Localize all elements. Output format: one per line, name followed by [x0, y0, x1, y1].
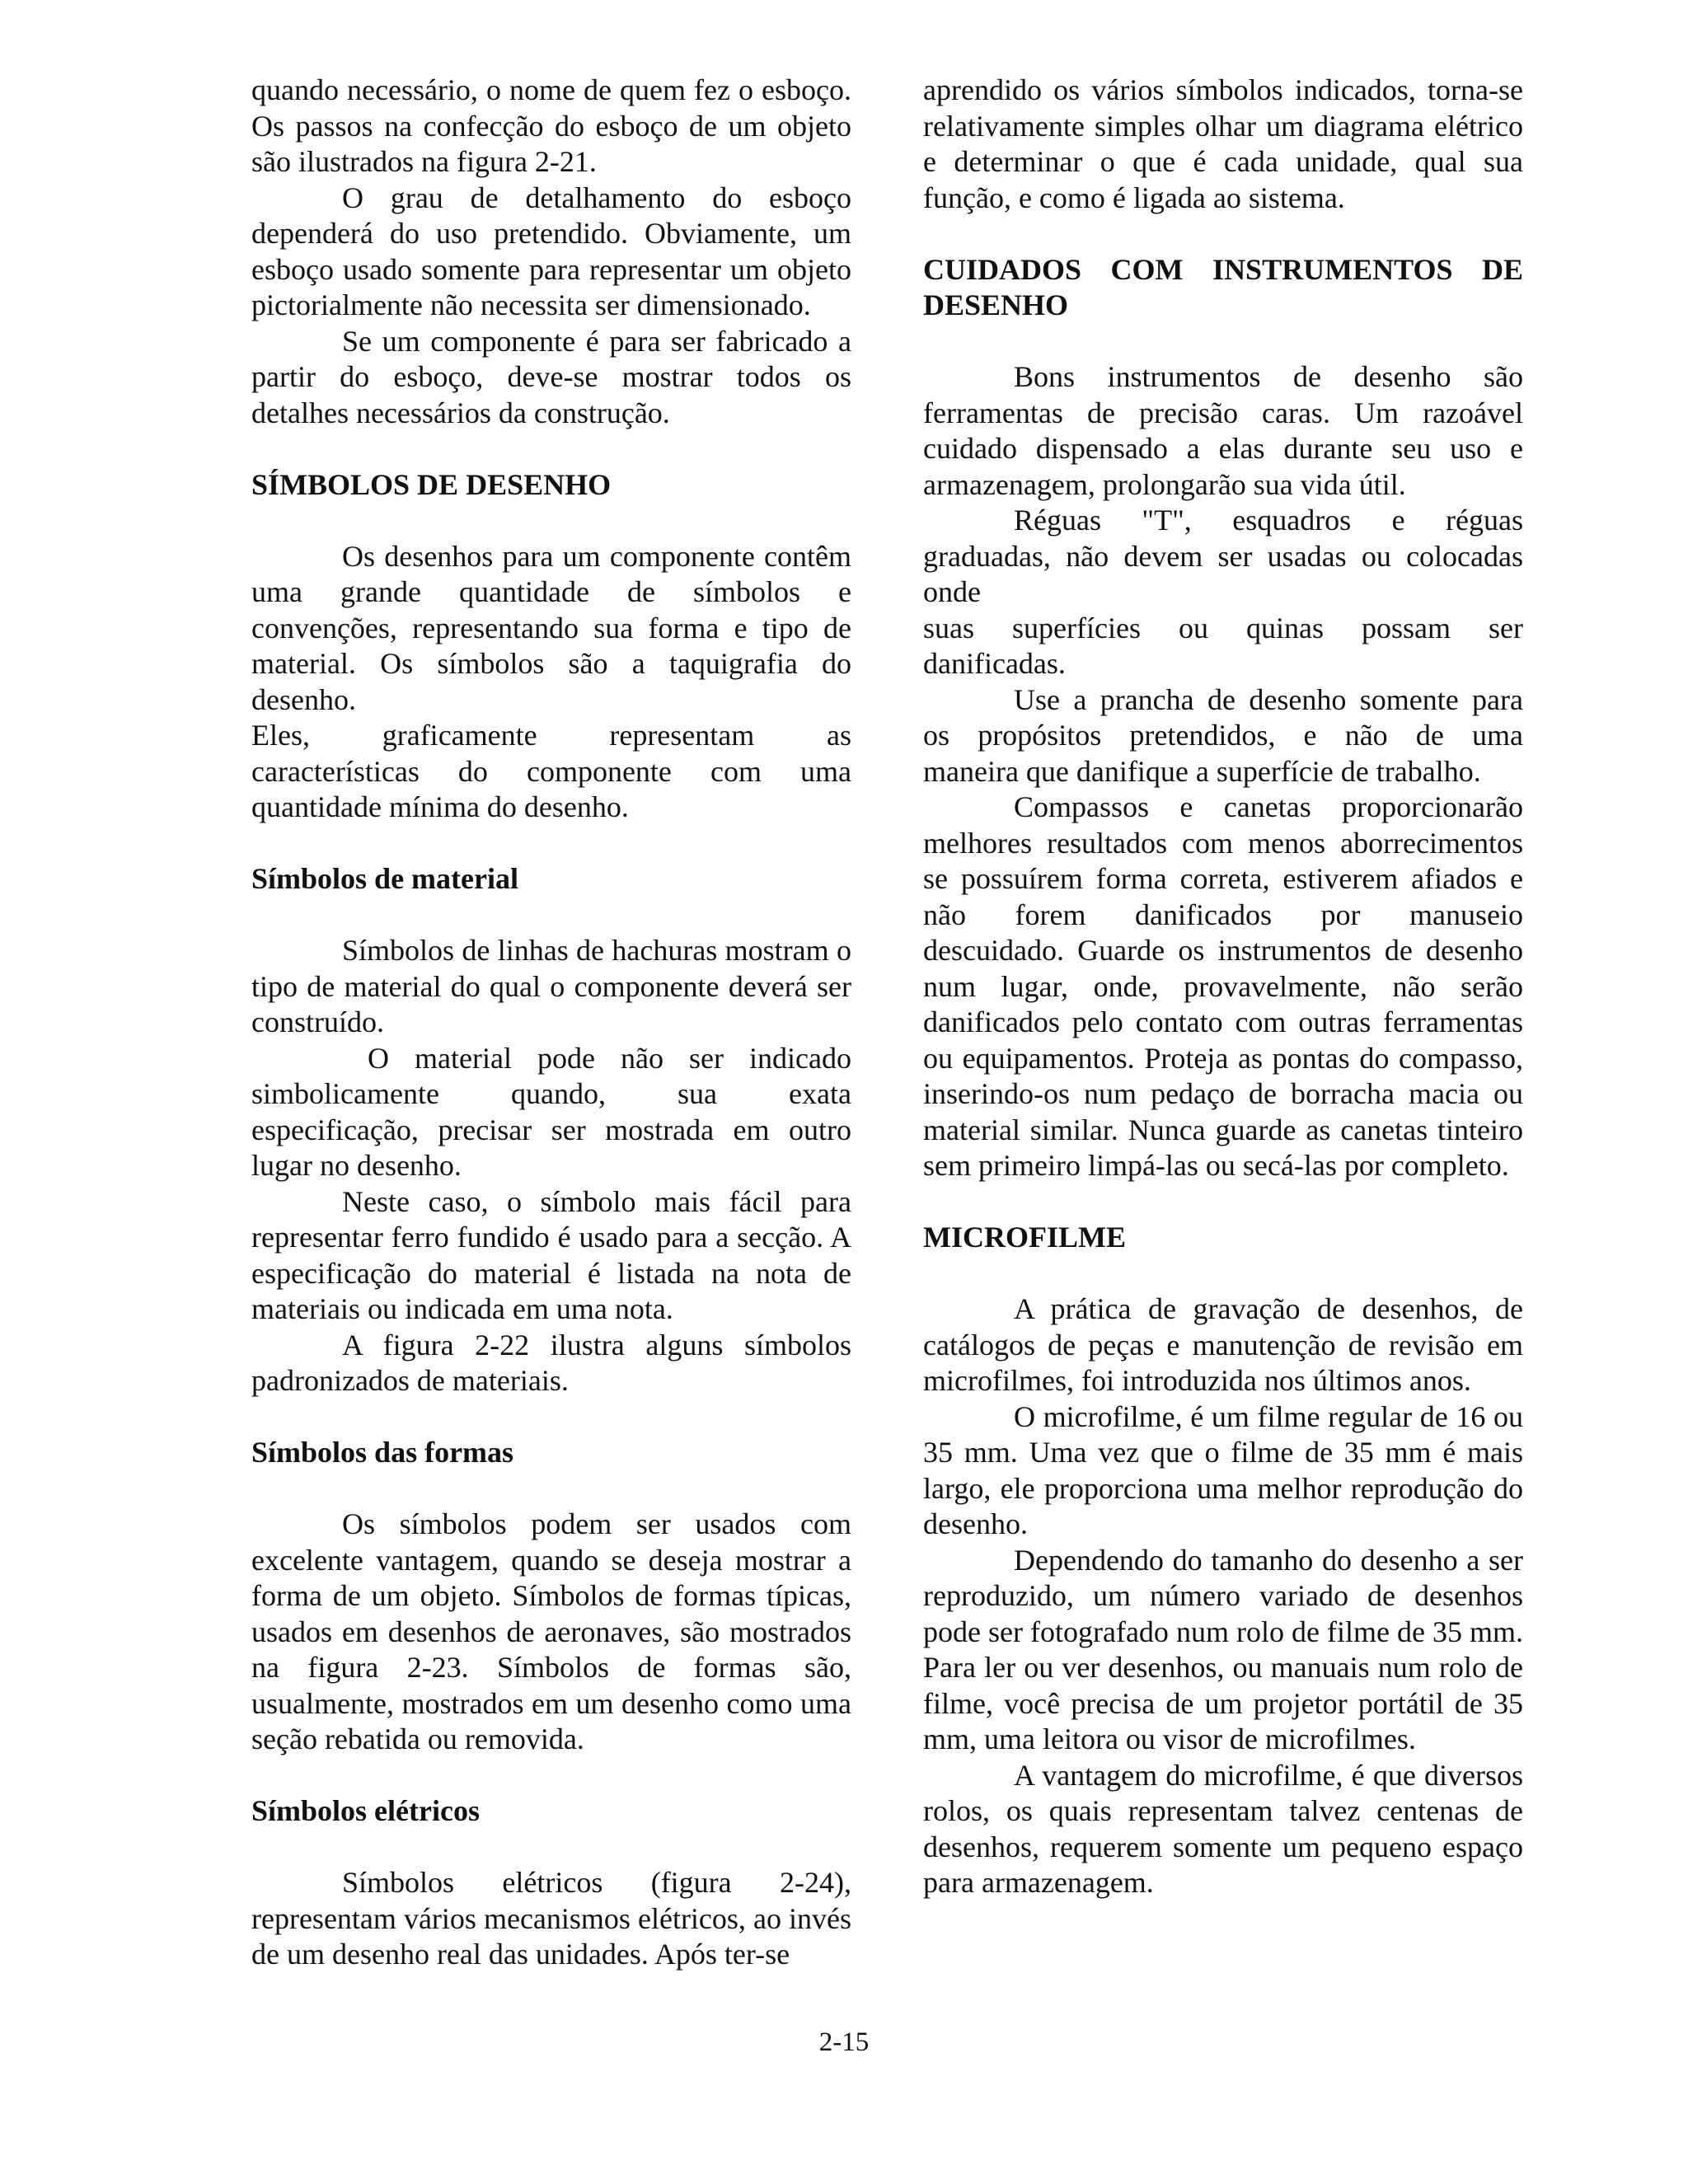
paragraph	[251, 539, 851, 719]
paragraph: Se um componente é para ser fabricado a partir do esboço, deve-se mostrar todos os detalhes necessários da construção.	[251, 324, 851, 429]
paragraph: Neste caso, o símbolo mais fácil para representar ferro fundido é usado para a secção. A especificação do material é listada na nota de materiais ou indicada em uma nota.	[251, 1184, 851, 1325]
paragraph-line: simbolicamente quando, sua exata	[251, 1077, 851, 1110]
paragraph-line: Eles, graficamente representam as	[251, 719, 851, 752]
paragraph: Os símbolos podem ser usados com excelente vantagem, quando se deseja mostrar a forma de um objeto. Símbolos de formas típicas, usados em desenhos de aeronaves, são mostrados na figura 2-23. Símbolos de formas são, usualmente, mostrados em um desenho como uma seção rebatida ou removida.	[251, 1507, 851, 1755]
section-heading-cuidados: CUIDADOS COM INSTRUMENTOS DE DESENHO	[923, 252, 1523, 321]
subheading-simbolos-de-material: Símbolos de material	[251, 862, 518, 895]
paragraph: aprendido os vários símbolos indicados, torna-se relativamente simples olhar um diagrama elétrico e determinar o que é cada unidade, qual sua função, e como é ligada ao sistema.	[923, 73, 1523, 214]
subheading-simbolos-eletricos: Símbolos elétricos	[251, 1794, 480, 1827]
paragraph-line: se possuírem forma correta, estiverem afiados e	[923, 862, 1523, 895]
paragraph-line: características do componente com uma	[251, 754, 851, 788]
paragraph: especificação, precisar ser mostrada em outro lugar no desenho.	[251, 1113, 851, 1182]
paragraph-line: maneira que danifique a superfície de trabalho.	[923, 754, 1481, 788]
paragraph: Bons instrumentos de desenho são ferramentas de precisão caras. Um razoável cuidado dispensado a elas durante seu uso e armazenagem, prolongarão sua vida útil.	[923, 360, 1523, 501]
paragraph-line: danificadas.	[923, 647, 1066, 680]
paragraph: A figura 2-22 ilustra alguns símbolos padronizados de materiais.	[251, 1328, 851, 1397]
paragraph: Símbolos de linhas de hachuras mostram o tipo de material do qual o componente deverá ser construído.	[251, 934, 851, 1038]
paragraph-line: os propósitos pretendidos, e não de uma	[923, 719, 1523, 752]
paragraph-line: O material pode não ser indicado	[342, 1041, 851, 1075]
paragraph-line: Use a prancha de desenho somente para	[1014, 682, 1523, 716]
paragraph: O microfilme, é um filme regular de 16 ou 35 mm. Uma vez que o filme de 35 mm é mais largo, ele proporciona uma melhor reprodução do desenho.	[923, 1399, 1523, 1540]
section-heading-simbolos-de-desenho: SÍMBOLOS DE DESENHO	[251, 467, 612, 501]
paragraph-line: melhores resultados com menos aborrecimentos	[923, 826, 1523, 860]
paragraph: descuidado. Guarde os instrumentos de desenho num lugar, onde, provavelmente, não serão danificados pelo contato com outras ferramentas ou equipamentos. Proteja as pontas do compasso, inserindo-os num pedaço de borracha macia ou material similar. Nunca guarde as canetas tinteiro sem primeiro limpá-las ou secá-las por completo.	[923, 934, 1523, 1182]
paragraph: quando necessário, o nome de quem fez o esboço. Os passos na confecção do esboço de um objeto são ilustrados na figura 2-21.	[251, 73, 851, 178]
paragraph: A vantagem do microfilme, é que diversos rolos, os quais representam talvez centenas de desenhos, requerem somente um pequeno espaço para armazenagem.	[923, 1758, 1523, 1899]
paragraph-line: não forem danificados por manuseio	[923, 898, 1523, 931]
paragraph: Símbolos elétricos (figura 2-24), representam vários mecanismos elétricos, ao invés de um desenho real das unidades. Após ter-se	[251, 1866, 851, 1971]
paragraph: Réguas "T", esquadros e réguas graduadas, não devem ser usadas ou colocadas onde	[923, 504, 1523, 608]
right-column	[923, 73, 1523, 1901]
subheading-simbolos-das-formas: Símbolos das formas	[251, 1436, 514, 1469]
paragraph: O grau de detalhamento do esboço dependerá do uso pretendido. Obviamente, um esboço usado somente para representar um objeto pictorialmente não necessita ser dimensionado.	[251, 180, 851, 321]
paragraph-line: Compassos e canetas proporcionarão	[1014, 790, 1523, 823]
paragraph-line: suas superfícies ou quinas possam ser	[923, 611, 1523, 644]
paragraph-text: Os desenhos para um componente contêm uma grande quantidade de símbolos e convenções, representando sua forma e tipo de material. Os símbolos são a taquigrafia do desenho.	[251, 539, 851, 716]
paragraph-line: quantidade mínima do desenho.	[251, 790, 629, 823]
paragraph: A prática de gravação de desenhos, de catálogos de peças e manutenção de revisão em microfilmes, foi introduzida nos últimos anos.	[923, 1292, 1523, 1397]
page-number: 2-15	[818, 2027, 870, 2057]
left-column	[251, 73, 851, 1973]
section-heading-microfilme: MICROFILME	[923, 1221, 1126, 1254]
paragraph: Dependendo do tamanho do desenho a ser reproduzido, um número variado de desenhos pode ser fotografado num rolo de filme de 35 mm. Para ler ou ver desenhos, ou manuais num rolo de filme, você precisa de um projetor portátil de 35 mm, uma leitora ou visor de microfilmes.	[923, 1543, 1523, 1755]
